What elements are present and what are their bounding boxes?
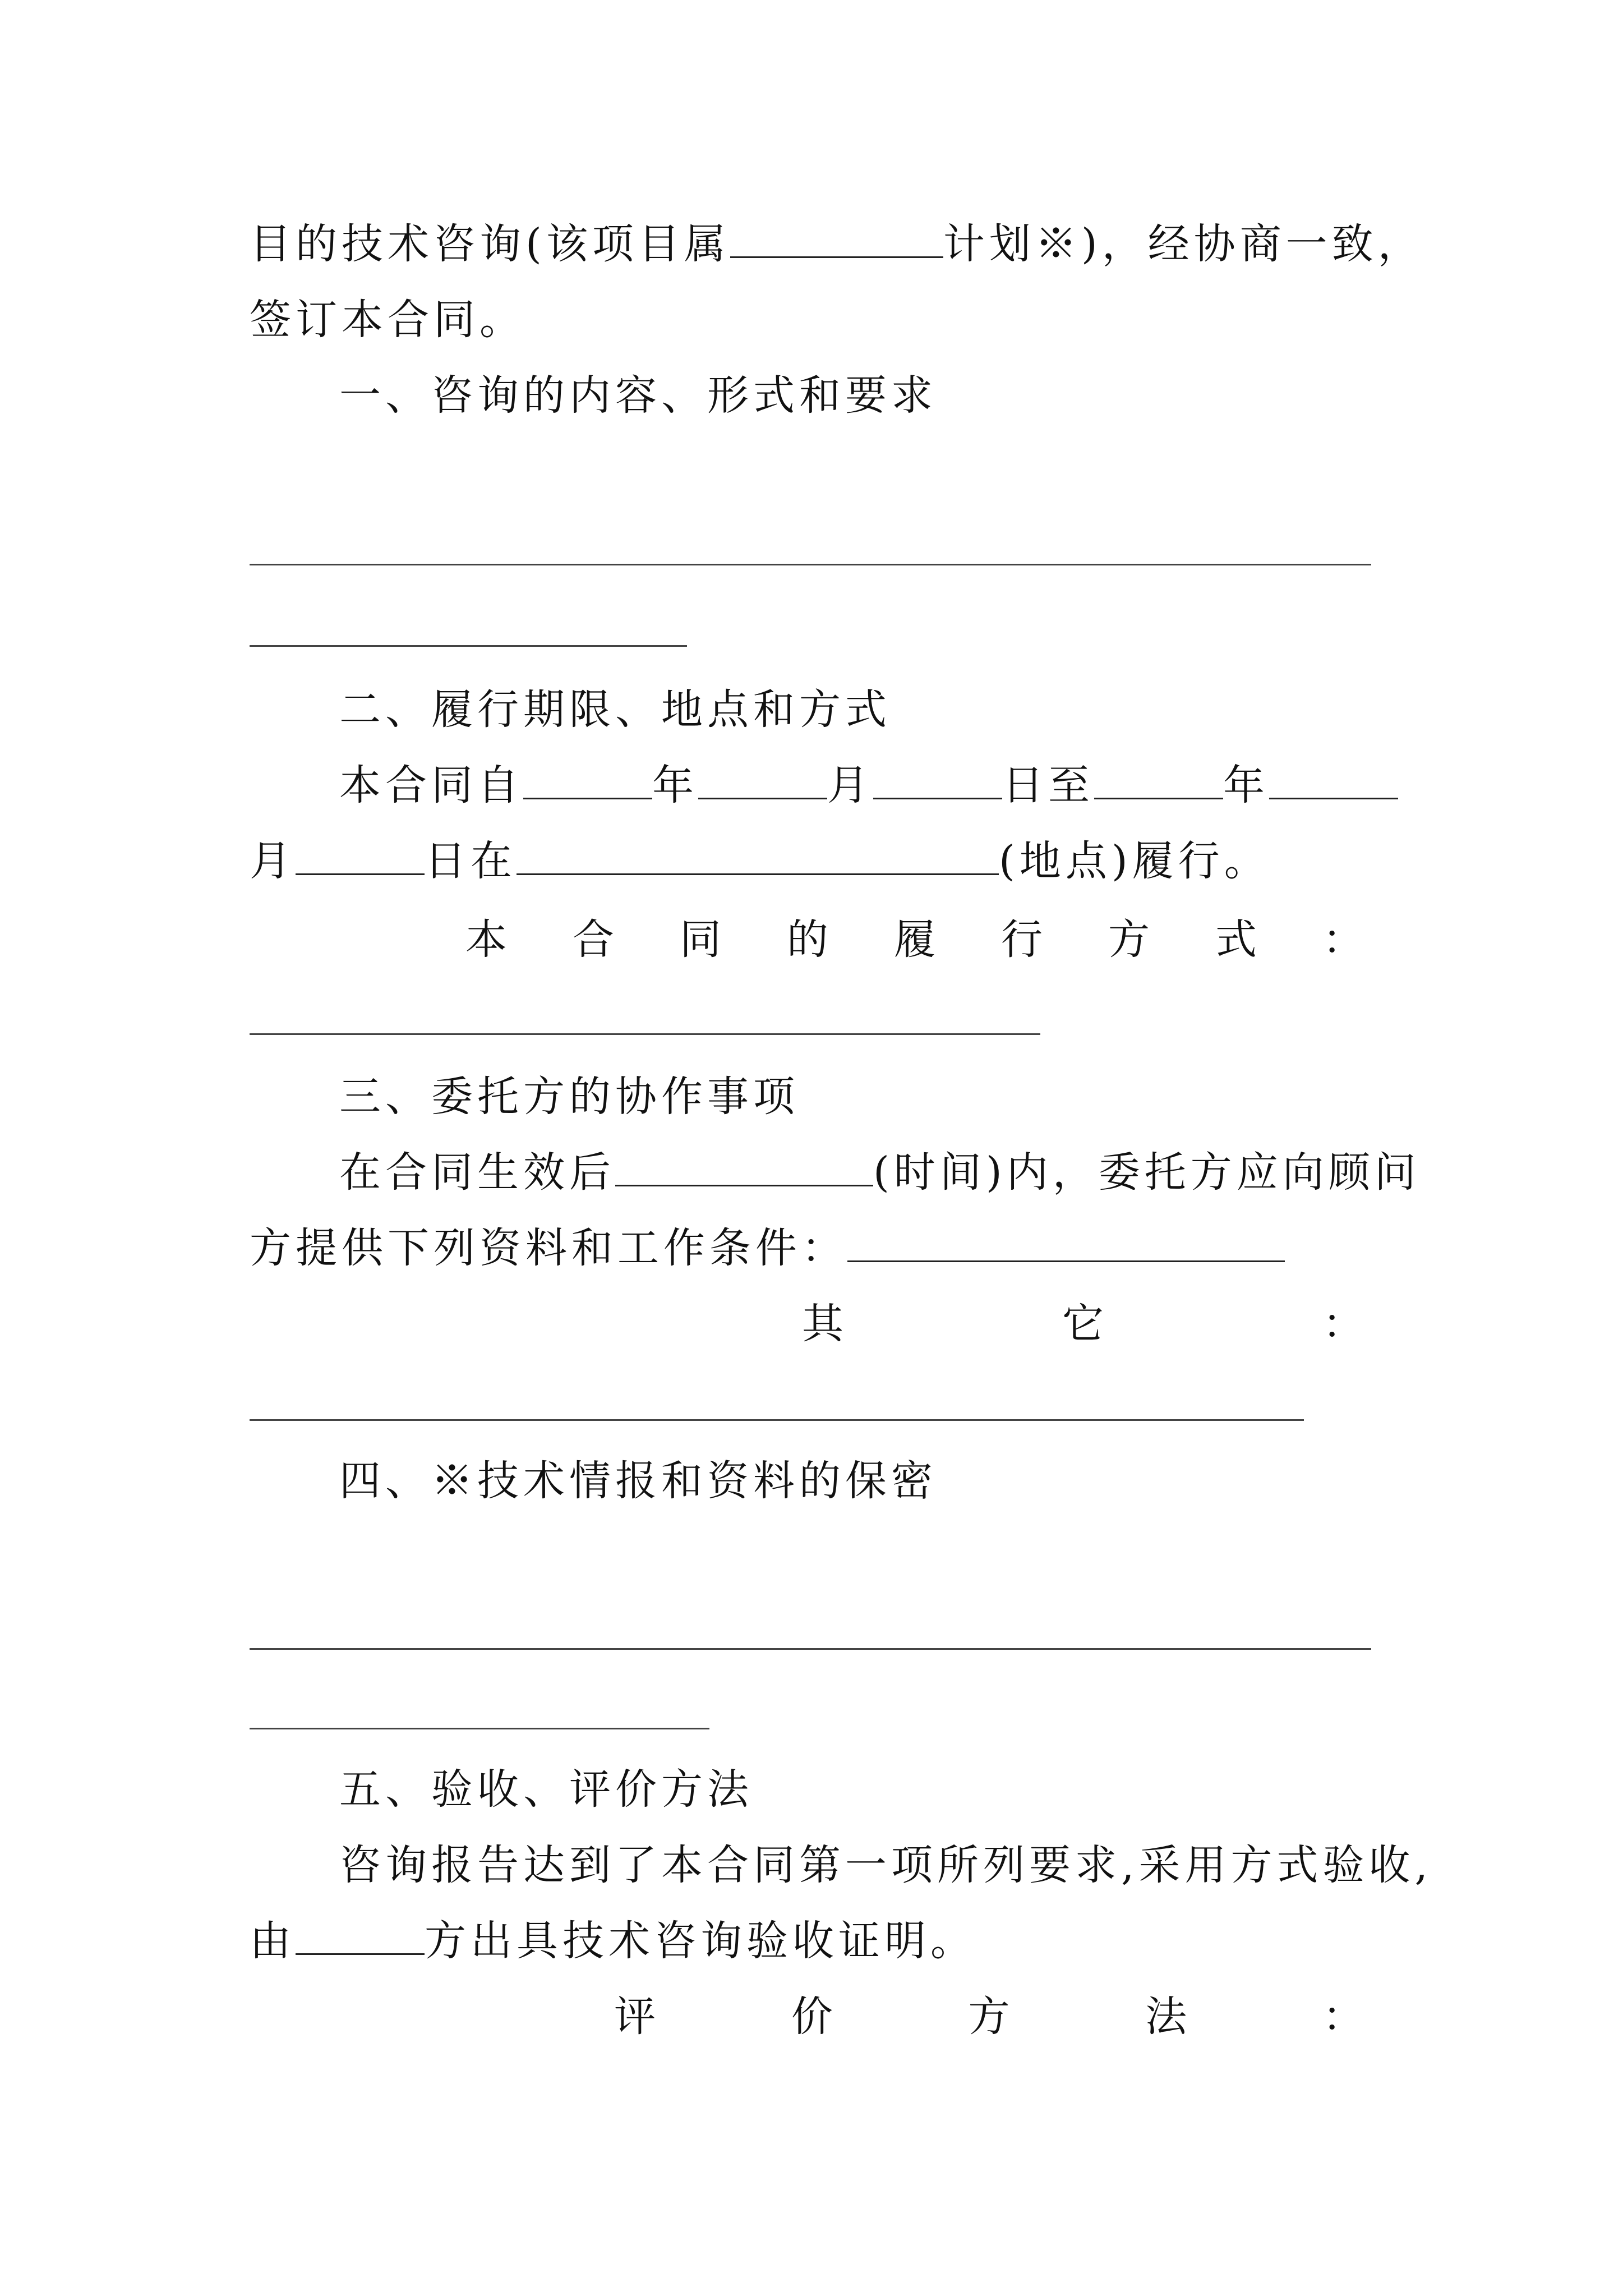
time-label: (时间)内，委托方应向顾问 bbox=[873, 1148, 1421, 1197]
eval-char: 法 bbox=[1145, 1993, 1192, 2041]
section-4-fill-line-1[interactable] bbox=[250, 1648, 1371, 1650]
start-month-blank[interactable] bbox=[698, 758, 827, 799]
end-year-blank[interactable] bbox=[1094, 758, 1223, 799]
day-to-label: 日至 bbox=[1002, 761, 1094, 809]
eval-char: 方 bbox=[968, 1993, 1015, 2041]
method-char: 履 bbox=[894, 915, 940, 964]
method-char: 式 bbox=[1215, 915, 1261, 964]
evaluation-line bbox=[614, 1989, 1368, 2045]
method-fill-line[interactable] bbox=[250, 1033, 1040, 1035]
section-3-heading: 三、委托方的协作事项 bbox=[339, 1073, 799, 1121]
method-char: 的 bbox=[787, 915, 833, 964]
acceptance-line-1: 咨询报告达到了本合同第一项所列要求,采用方式验收, bbox=[339, 1841, 1433, 1889]
eval-char: ： bbox=[1322, 1993, 1368, 2041]
other-char: 它 bbox=[1062, 1300, 1108, 1348]
intro-text-a: 目的技术咨询(该项目属 bbox=[250, 220, 730, 268]
section-5-heading: 五、验收、评价方法 bbox=[339, 1765, 753, 1814]
other-char: 其 bbox=[802, 1300, 848, 1348]
year-label-2: 年 bbox=[1223, 761, 1269, 809]
other-char: ： bbox=[1322, 1300, 1368, 1348]
materials-blank[interactable] bbox=[847, 1221, 1285, 1262]
section-1-heading: 一、咨询的内容、形式和要求 bbox=[339, 371, 937, 420]
end-day-blank[interactable] bbox=[296, 834, 425, 875]
term-line-2 bbox=[250, 833, 1399, 889]
materials-label: 方提供下列资料和工作条件： bbox=[250, 1224, 847, 1272]
other-line bbox=[802, 1296, 1368, 1352]
cooperation-line-2 bbox=[250, 1220, 1399, 1276]
day-at-label: 日在 bbox=[425, 837, 517, 885]
method-char: 行 bbox=[1001, 915, 1047, 964]
eval-char: 价 bbox=[791, 1993, 837, 2041]
section-1-fill-line-1[interactable] bbox=[250, 564, 1371, 565]
method-char: 同 bbox=[680, 915, 726, 964]
method-char: 方 bbox=[1108, 915, 1154, 964]
certificate-label: 方出具技术咨询验收证明。 bbox=[425, 1917, 976, 1965]
method-char: 合 bbox=[573, 915, 619, 964]
eval-char: 评 bbox=[614, 1993, 660, 2041]
start-year-blank[interactable] bbox=[523, 758, 652, 799]
method-char: 本 bbox=[465, 915, 511, 964]
start-day-blank[interactable] bbox=[873, 758, 1002, 799]
after-effective-label: 在合同生效后 bbox=[339, 1148, 615, 1197]
by-label: 由 bbox=[250, 1917, 296, 1965]
method-line bbox=[465, 912, 1368, 968]
year-label-1: 年 bbox=[652, 761, 698, 809]
end-month-blank[interactable] bbox=[1269, 758, 1398, 799]
term-start-label: 本合同自 bbox=[339, 761, 523, 809]
place-label: (地点)履行。 bbox=[999, 837, 1270, 885]
section-4-heading: 四、※技术情报和资料的保密 bbox=[339, 1457, 937, 1505]
month-label-2: 月 bbox=[250, 837, 296, 885]
time-blank[interactable] bbox=[615, 1145, 873, 1186]
cooperation-line-1 bbox=[339, 1144, 1489, 1200]
intro-line-1 bbox=[250, 216, 1424, 272]
section-2-heading: 二、履行期限、地点和方式 bbox=[339, 685, 891, 734]
plan-blank[interactable] bbox=[730, 217, 943, 258]
method-char: ： bbox=[1322, 915, 1368, 964]
place-blank[interactable] bbox=[517, 834, 999, 875]
intro-text-b: 计划※)，经协商一致， bbox=[943, 220, 1424, 268]
term-line-1 bbox=[339, 757, 1489, 813]
section-1-fill-line-2[interactable] bbox=[250, 645, 687, 647]
intro-line-2: 签订本合同。 bbox=[250, 296, 525, 344]
section-4-fill-line-2[interactable] bbox=[250, 1728, 709, 1729]
party-blank[interactable] bbox=[296, 1914, 425, 1955]
month-label-1: 月 bbox=[827, 761, 873, 809]
acceptance-line-2 bbox=[250, 1913, 1399, 1969]
other-fill-line[interactable] bbox=[250, 1419, 1304, 1421]
